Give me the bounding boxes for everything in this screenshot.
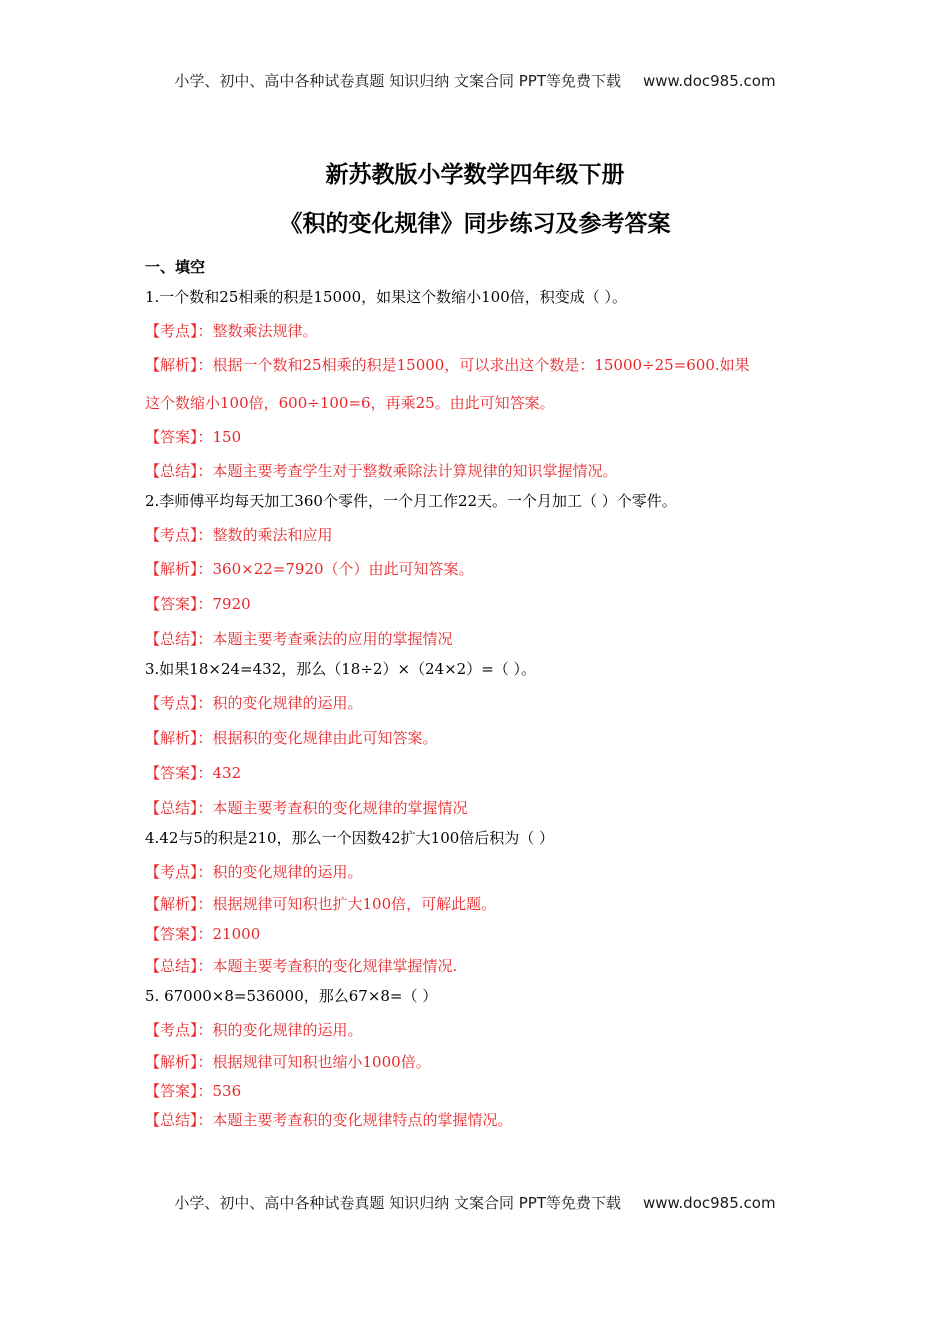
kaodian-text: 积的变化规律的运用。 [212,1021,363,1039]
zongjie-text: 本题主要考查积的变化规律掌握情况. [212,957,458,975]
footer-banner [0,1192,950,1213]
kaodian-text: 整数乘法规律。 [212,322,318,340]
question-5-zongjie [145,1110,810,1130]
question-5-stem: 5. 67000×8=536000，那么67×8=（ ） [145,987,438,1005]
question-5-jiexi [145,1052,810,1072]
zongjie-label: 【总结】： [145,462,213,480]
document-subtitle: 《积的变化规律》同步练习及参考答案 [279,211,671,237]
header-site-link[interactable]: www.doc985.com [642,72,776,90]
section-heading: 一、填空 [145,258,206,276]
question-3-zongjie [145,798,810,818]
jiexi-label: 【解析】： [145,1053,213,1071]
question-3 [145,659,810,818]
daan-text: 150 [212,428,242,446]
question-2-daan [145,594,810,614]
kaodian-label: 【考点】： [145,1021,213,1039]
jiexi-label: 【解析】： [145,560,213,578]
kaodian-label: 【考点】： [145,694,213,712]
document-body [145,256,810,1130]
question-4-zongjie [145,956,810,976]
question-4-daan [145,924,810,944]
zongjie-label: 【总结】： [145,630,213,648]
jiexi-text: 根据一个数和25相乘的积是15000，可以求出这个数是：15000÷25=600.如果 [212,356,750,374]
jiexi-text: 根据规律可知积也扩大100倍，可解此题。 [212,895,497,913]
daan-label: 【答案】： [145,595,213,613]
zongjie-text: 本题主要考查积的变化规律特点的掌握情况。 [212,1111,513,1129]
question-5-daan [145,1081,810,1101]
daan-label: 【答案】： [145,1082,213,1100]
daan-text: 536 [212,1082,242,1100]
daan-label: 【答案】： [145,428,213,446]
question-3-kaodian [145,693,810,713]
question-5 [145,986,810,1130]
footer-site-link[interactable]: www.doc985.com [642,1194,776,1212]
jiexi-label: 【解析】： [145,356,213,374]
jiexi-label: 【解析】： [145,729,213,747]
kaodian-text: 积的变化规律的运用。 [212,863,363,881]
zongjie-label: 【总结】： [145,957,213,975]
zongjie-label: 【总结】： [145,1111,213,1129]
daan-text: 7920 [212,595,251,613]
jiexi-label: 【解析】： [145,895,213,913]
question-2-stem: 2.李师傅平均每天加工360个零件，一个月工作22天。一个月加工（ ）个零件。 [145,492,677,510]
question-3-stem: 3.如果18×24=432，那么（18÷2）×（24×2）=（ ）。 [145,660,537,678]
question-1-daan [145,427,810,447]
question-1-jiexi [145,355,810,375]
kaodian-label: 【考点】： [145,322,213,340]
kaodian-text: 整数的乘法和应用 [212,526,333,544]
question-1-jiexi-cont: 这个数缩小100倍，600÷100=6，再乘25。由此可知答案。 [145,394,555,412]
question-4-stem: 4.42与5的积是210，那么一个因数42扩大100倍后积为（ ） [145,829,555,847]
question-2 [145,491,810,649]
question-1-kaodian [145,321,810,341]
jiexi-text: 根据规律可知积也缩小1000倍。 [212,1053,431,1071]
question-1-zongjie [145,461,810,481]
question-4-kaodian [145,862,810,882]
question-2-zongjie [145,629,810,649]
jiexi-text: 360×22=7920（个）由此可知答案。 [212,560,474,578]
question-1-stem: 1.一个数和25相乘的积是15000，如果这个数缩小100倍，积变成（ ）。 [145,288,628,306]
question-4-jiexi [145,894,810,914]
zongjie-text: 本题主要考查学生对于整数乘除法计算规律的知识掌握情况。 [212,462,618,480]
footer-banner-text: 小学、初中、高中各种试卷真题 知识归纳 文案合同 PPT等免费下载 [174,1194,621,1212]
kaodian-text: 积的变化规律的运用。 [212,694,363,712]
kaodian-label: 【考点】： [145,863,213,881]
kaodian-label: 【考点】： [145,526,213,544]
document-title: 新苏教版小学数学四年级下册 [325,162,625,188]
question-5-kaodian [145,1020,810,1040]
daan-label: 【答案】： [145,764,213,782]
daan-text: 432 [212,764,242,782]
daan-text: 21000 [212,925,261,943]
header-banner-text: 小学、初中、高中各种试卷真题 知识归纳 文案合同 PPT等免费下载 [174,72,621,90]
jiexi-text: 根据积的变化规律由此可知答案。 [212,729,438,747]
zongjie-label: 【总结】： [145,799,213,817]
question-2-jiexi [145,559,810,579]
question-2-kaodian [145,525,810,545]
question-4 [145,828,810,976]
question-1 [145,287,810,481]
daan-label: 【答案】： [145,925,213,943]
zongjie-text: 本题主要考查乘法的应用的掌握情况 [212,630,453,648]
header-banner [0,70,950,91]
zongjie-text: 本题主要考查积的变化规律的掌握情况 [212,799,468,817]
question-3-daan [145,763,810,783]
question-3-jiexi [145,728,810,748]
